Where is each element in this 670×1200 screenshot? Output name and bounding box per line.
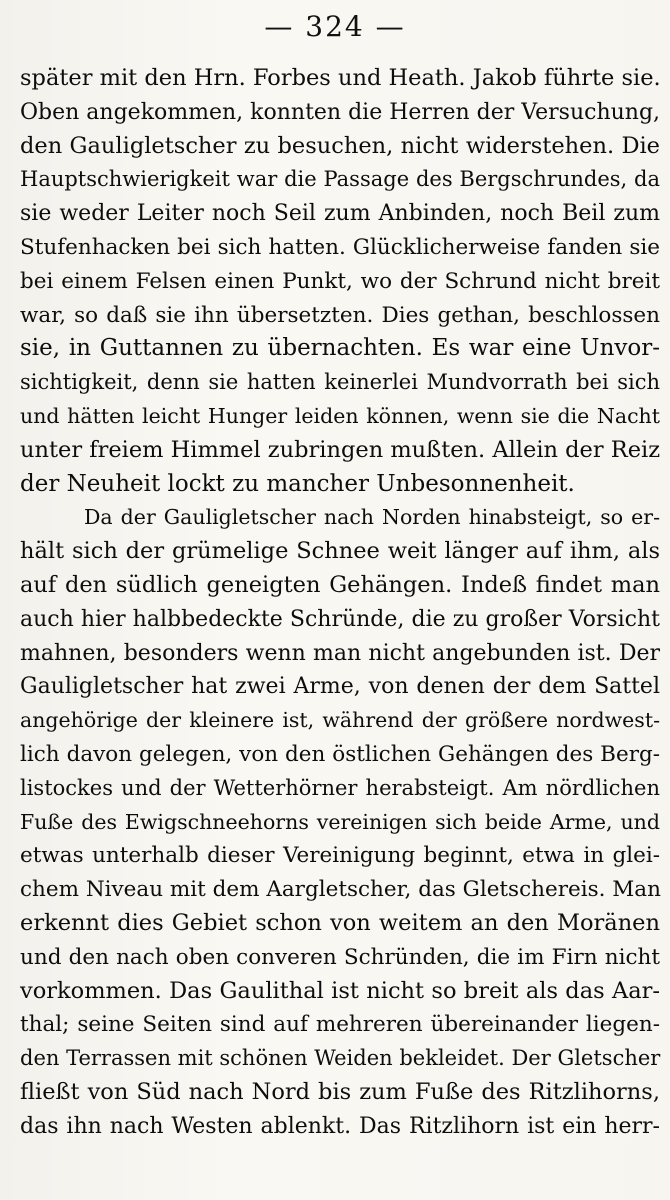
text-line: Hauptschwierigkeit war die Passage des Bergschrundes, da	[20, 167, 660, 192]
text-line: sichtigkeit, denn sie hatten keinerlei Mundvorrath bei sich	[20, 370, 660, 395]
text-line: auf den südlich geneigten Gehängen. Indeß findet man	[20, 571, 660, 598]
text-line: listockes und der Wetterhörner herabsteigt. Am nördlichen	[20, 775, 660, 800]
text-line: angehörige der kleinere ist, während der größere nordwest-	[20, 708, 660, 733]
text-line: Gauligletscher hat zwei Arme, von denen der dem Sattel	[20, 674, 660, 700]
text-line: unter freiem Himmel zubringen mußten. Allein der Reiz	[20, 436, 661, 463]
text-line: den Gauligletscher zu besuchen, nicht widerstehen. Die	[20, 132, 660, 159]
text-line: bei einem Felsen einen Punkt, wo der Schrund nicht breit	[20, 268, 660, 294]
text-line: den Terrassen mit schönen Weiden bekleidet. Der Gletscher	[20, 1046, 661, 1071]
text-line: fließt von Süd nach Nord bis zum Fuße des Ritzlihorns,	[20, 1078, 660, 1105]
body-text	[20, 62, 660, 1144]
text-line: vorkommen. Das Gaulithal ist nicht so breit als das Aar-	[20, 977, 660, 1004]
text-line: Oben angekommen, konnten die Herren der Versuchung,	[20, 99, 661, 125]
text-line: das ihn nach Westen ablenkt. Das Ritzlihorn ist ein herr-	[20, 1113, 660, 1139]
text-line: etwas unterhalb dieser Vereinigung beginnt, etwa in glei-	[20, 843, 660, 869]
text-line: Da der Gauligletscher nach Norden hinabsteigt, so er-	[84, 505, 660, 530]
text-line: hält sich der grümelige Schnee weit länger auf ihm, als	[20, 538, 660, 565]
text-line: lich davon gelegen, von den östlichen Gehängen des Berg-	[20, 741, 660, 767]
text-line: mahnen, besonders wenn man nicht angebunden ist. Der	[20, 640, 660, 666]
page-number: — 324 —	[264, 10, 406, 43]
text-line: Stufenhacken bei sich hatten. Glücklicherweise fanden sie	[20, 234, 660, 260]
text-line: war, so daß sie ihn übersetzten. Dies gethan, beschlossen	[20, 302, 660, 328]
text-line: sie, in Guttannen zu übernachten. Es war eine Unvor-	[20, 335, 660, 362]
text-line: der Neuheit lockt zu mancher Unbesonnenheit.	[20, 470, 575, 497]
text-line: auch hier halbbedeckte Schründe, die zu großer Vorsicht	[20, 606, 660, 632]
text-line: und hätten leicht Hunger leiden können, wenn sie die Nacht	[20, 403, 660, 428]
text-line: sie weder Leiter noch Seil zum Anbinden, noch Beil zum	[20, 201, 660, 227]
text-line: und den nach oben converen Schründen, die im Firn nicht	[20, 944, 660, 970]
text-line: thal; seine Seiten sind auf mehreren übereinander liegen-	[20, 1012, 660, 1038]
text-line: erkennt dies Gebiet schon von weitem an den Moränen	[20, 909, 660, 936]
text-line: später mit den Hrn. Forbes und Heath. Jakob führte sie.	[20, 65, 661, 91]
text-line: chem Niveau mit dem Aargletscher, das Gletschereis. Man	[20, 877, 661, 903]
text-line: Fuße des Ewigschneehorns vereinigen sich beide Arme, und	[20, 809, 660, 834]
